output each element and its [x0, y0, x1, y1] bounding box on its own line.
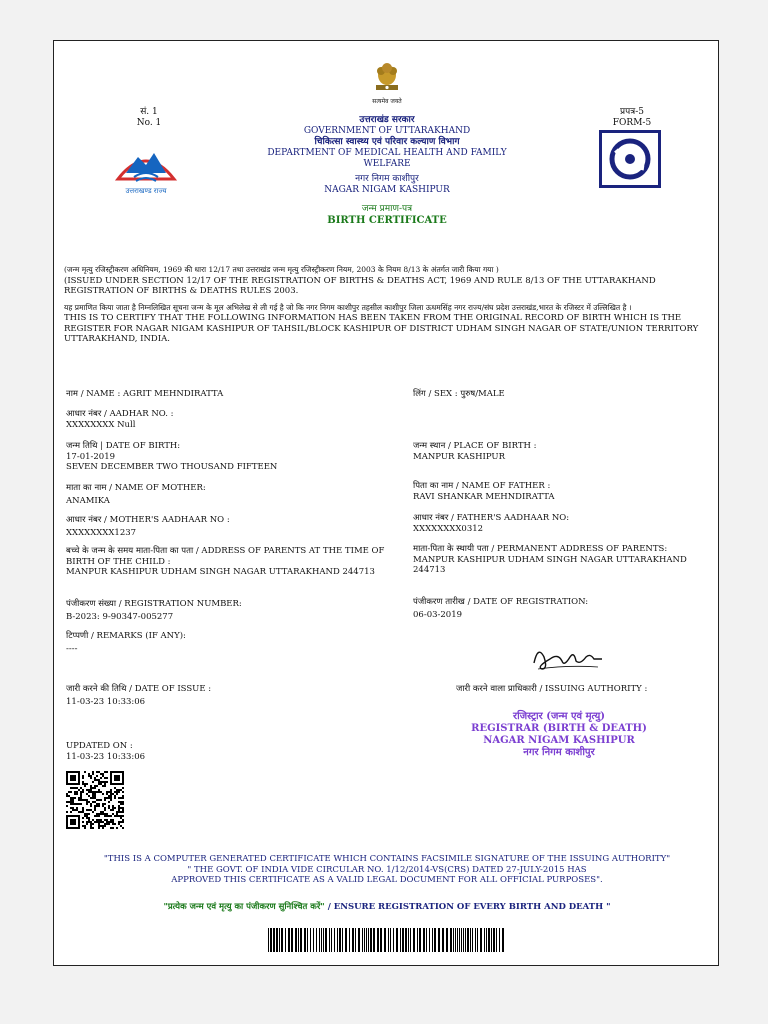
- mother-name-field: माता का नाम / NAME OF MOTHER: ANAMIKA: [66, 483, 206, 506]
- barcode: [266, 928, 510, 952]
- preamble-hindi-1: (जन्म मृत्यु रजिस्ट्रीकरण अधिनियम, 1969 की धारा 12/17 तथा उत्तराखंड जन्म मृत्यु रजिस्ट्रीकरण नियम, 2003 के नियम 8/13 के अंतर्गत जारी किया गया ): [64, 265, 499, 274]
- dept-english-line1: DEPARTMENT OF MEDICAL HEALTH AND FAMILY: [267, 148, 507, 158]
- dept-english-line2: WELFARE: [363, 159, 411, 169]
- uttarakhand-logo: [114, 139, 178, 193]
- slogan-english: / ENSURE REGISTRATION OF EVERY BIRTH AND DEATH ": [324, 902, 611, 912]
- preamble-hindi-2: यह प्रमाणित किया जाता है निम्नलिखित सूचना जन्म के मूल अभिलेख से ली गई है जो कि नगर निगम काशीपुर तहसील काशीपुर जिला ऊधमसिंह नगर राज्य/संघ प्रदेश उत्तराखंड,भारत के रजिस्टर में उल्लिखित है ।: [64, 302, 632, 312]
- aadhar-field: आधार नंबर / AADHAR NO. : XXXXXXXX Null: [66, 409, 174, 430]
- slogan-hindi: "प्रत्येक जन्म एवं मृत्यु का पंजीकरण सुनिश्चित करें": [163, 902, 325, 912]
- govt-english: GOVERNMENT OF UTTARAKHAND: [303, 126, 471, 136]
- registration-number-field: पंजीकरण संख्या / REGISTRATION NUMBER: B-2023: 9-90347-005277: [66, 599, 242, 622]
- crs-logo: [599, 130, 661, 188]
- certificate-header: [244, 115, 530, 227]
- serial-number: सं. 1 No. 1: [136, 107, 162, 128]
- registrar-seal: रजिस्ट्रार (जन्म एवं मृत्यु) REGISTRAR (BIRTH & DEATH) NAGAR NIGAM KASHIPUR नगर निगम काशीपुर: [471, 711, 647, 758]
- dept-hindi: चिकित्सा स्वास्थ्य एवं परिवार कल्याण विभाग: [314, 137, 460, 147]
- body-english: NAGAR NIGAM KASHIPUR: [324, 185, 450, 195]
- permanent-address-field: माता-पिता के स्थायी पता / PERMANENT ADDRESS OF PARENTS: MANPUR KASHIPUR UDHAM SINGH NAGAR UTTARAKHAND 244713: [413, 544, 687, 575]
- emblem-motto: सत्यमेव जयते: [372, 98, 402, 105]
- authority-signature: [528, 639, 608, 675]
- child-name: नाम / NAME : AGRIT MEHNDIRATTA: [66, 389, 224, 399]
- lion-capital-icon: [370, 59, 404, 93]
- remarks-field: टिप्पणी / REMARKS (IF ANY): ----: [66, 631, 186, 654]
- body-hindi: नगर निगम काशीपुर: [355, 174, 419, 184]
- updated-on-field: UPDATED ON : 11-03-23 10:33:06: [66, 741, 146, 762]
- child-sex: लिंग / SEX : पुरुष/MALE: [413, 389, 505, 399]
- crs-emblem-icon: [599, 130, 661, 188]
- state-logo-caption: उत्तराखण्ड राज्य: [125, 187, 167, 195]
- birth-address-field: बच्चे के जन्म के समय माता-पिता का पता / ADDRESS OF PARENTS AT THE TIME OF BIRTH OF THE CHILD : MANPUR KASHIPUR UDHAM SINGH NAGAR UTTARAKHAND 244713: [66, 546, 385, 577]
- form-number: प्रपत्र-5 FORM-5: [612, 107, 652, 128]
- dob-field: जन्म तिथि | DATE OF BIRTH: 17-01-2019 SEVEN DECEMBER TWO THOUSAND FIFTEEN: [66, 441, 278, 472]
- cert-title-english: BIRTH CERTIFICATE: [327, 215, 447, 226]
- registration-date-field: पंजीकरण तारीख / DATE OF REGISTRATION: 06-03-2019: [413, 597, 589, 620]
- issuing-authority-label: जारी करने वाला प्राधिकारी / ISSUING AUTHORITY :: [456, 684, 648, 694]
- mountain-logo-icon: [114, 139, 178, 183]
- birth-certificate: [53, 40, 719, 966]
- footer-note: "THIS IS A COMPUTER GENERATED CERTIFICATE WHICH CONTAINS FACSIMILE SIGNATURE OF THE ISSUING AUTHORITY" " THE GOVT. OF INDIA VIDE CIRCULAR NO. 1/12/2014-VS(CRS) DATED 27-JULY-2015 HAS APPROVED THIS CERTIFICATE AS A VALID LEGAL DOCUMENT FOR ALL OFFICIAL PURPOSES".: [103, 854, 671, 885]
- preamble: [64, 265, 720, 345]
- footer-slogan: [64, 902, 710, 913]
- father-name-field: पिता का नाम / NAME OF FATHER : RAVI SHANKAR MEHNDIRATTA: [413, 481, 555, 502]
- preamble-english-2: THIS IS TO CERTIFY THAT THE FOLLOWING INFORMATION HAS BEEN TAKEN FROM THE ORIGINAL RECORD OF BIRTH WHICH IS THE REGISTER FOR NAGAR NIGAM KASHIPUR OF TAHSIL/BLOCK KASHIPUR OF DISTRICT UDHAM SINGH NAGAR OF STATE/UNION TERRITORY UTTARAKHAND, INDIA.: [64, 313, 699, 344]
- preamble-english-1: (ISSUED UNDER SECTION 12/17 OF THE REGISTRATION OF BIRTHS & DEATHS ACT, 1969 AND RULE 8/13 OF THE UTTARAKHAND REGISTRATION OF BIRTHS & DEATHS RULES 2003.: [64, 275, 656, 296]
- national-emblem: [370, 59, 404, 105]
- qr-code: [66, 771, 124, 829]
- pob-field: जन्म स्थान / PLACE OF BIRTH : MANPUR KASHIPUR: [413, 441, 537, 462]
- cert-title-hindi: जन्म प्रमाण-पत्र: [361, 204, 413, 214]
- govt-hindi: उत्तराखंड सरकार: [359, 115, 415, 125]
- father-aadhaar-field: आधार नंबर / FATHER'S AADHAAR NO: XXXXXXXX0312: [413, 513, 570, 534]
- issue-date-field: जारी करने की तिथि / DATE OF ISSUE : 11-03-23 10:33:06: [66, 684, 212, 707]
- signature-icon: [528, 639, 608, 675]
- mother-aadhaar-field: आधार नंबर / MOTHER'S AADHAAR NO : XXXXXXXX1237: [66, 515, 230, 538]
